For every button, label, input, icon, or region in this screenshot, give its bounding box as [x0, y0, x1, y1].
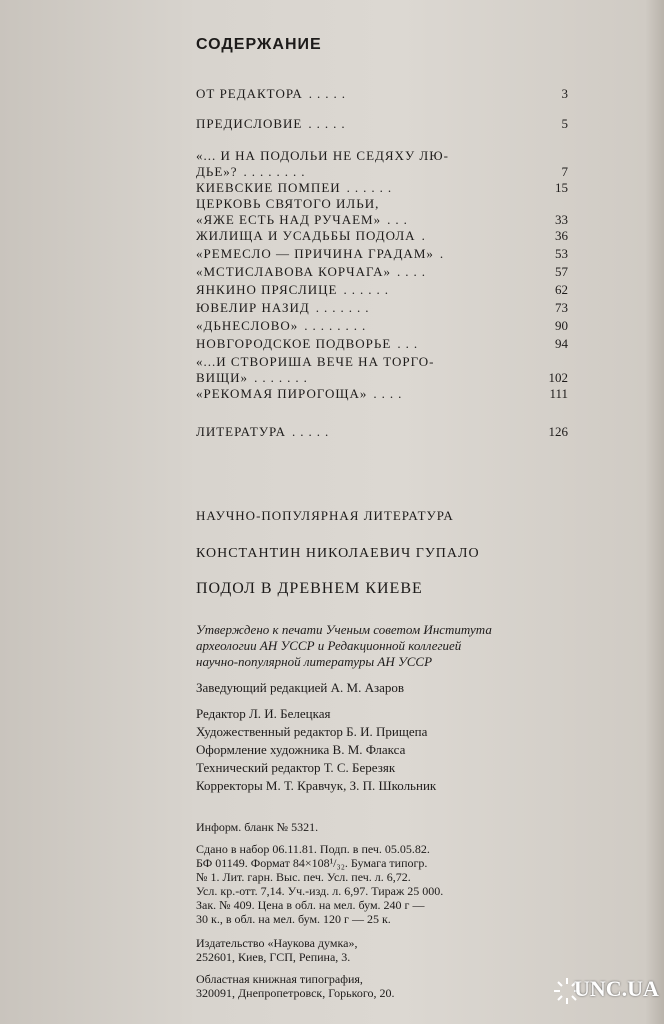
toc-entry-label: ОТ РЕДАКТОРА [196, 86, 303, 101]
page-edge [646, 0, 664, 1024]
toc-entry-page: 126 [548, 424, 568, 439]
toc-entry [196, 212, 568, 228]
toc-entry-label: «РЕМЕСЛО — ПРИЧИНА ГРАДАМ» [196, 246, 434, 261]
toc-entry-page: 62 [555, 282, 568, 297]
specs-line-6: 30 к., в обл. на мел. бум. 120 г — 25 к. [196, 912, 391, 926]
toc-entry [196, 318, 568, 334]
toc-entry-label: ПРЕДИСЛОВИЕ [196, 116, 303, 131]
toc-entry-label: КИЕВСКИЕ ПОМПЕИ [196, 180, 341, 195]
toc-entry-dots: ....... [315, 300, 374, 315]
staff-line-4: Технический редактор Т. С. Березяк [196, 760, 396, 775]
toc-entry-dots: ...... [343, 282, 393, 297]
toc-entry-dots: ........ [304, 318, 371, 333]
approved-line-1: Утверждено к печати Ученым советом Института [196, 622, 492, 637]
toc-entry-page: 33 [555, 212, 568, 227]
toc-entry-label: ДЬЕ»? [196, 164, 238, 179]
toc-title: СОДЕРЖАНИЕ [196, 36, 322, 53]
toc-entry-dots: ... [387, 212, 412, 227]
toc-entry-label: «РЕКОМАЯ ПИРОГОЩА» [196, 386, 368, 401]
toc-entry [196, 354, 568, 370]
toc-entry-page: 102 [548, 370, 568, 385]
toc-entry [196, 336, 568, 352]
specs-line-2: БФ 01149. Формат 84×108¹/₃₂. Бумага типогр. [196, 856, 428, 870]
toc-entry-page: 90 [555, 318, 568, 333]
author-line: КОНСТАНТИН НИКОЛАЕВИЧ ГУПАЛО [196, 546, 480, 561]
toc-entry [196, 164, 568, 180]
toc-entry-page: 57 [555, 264, 568, 279]
specs-line-4: Усл. кр.-отт. 7,14. Уч.-изд. л. 6,97. Тираж 25 000. [196, 884, 444, 898]
toc-entry [196, 116, 568, 132]
specs-line-3: № 1. Лит. гарн. Выс. печ. Усл. печ. л. 6,72. [196, 870, 411, 884]
toc-entry-dots: . [421, 228, 430, 243]
toc-entry-label: ЮВЕЛИР НАЗИД [196, 300, 310, 315]
toc-entry-dots: .... [396, 264, 430, 279]
staff-line-1: Редактор Л. И. Белецкая [196, 706, 331, 721]
toc-entry-dots: ..... [308, 116, 350, 131]
toc-entry [196, 148, 568, 164]
toc-entry-label: ВИЩИ» [196, 370, 249, 385]
toc-entry-page: 36 [555, 228, 568, 243]
printer-line-1: Областная книжная типография, [196, 972, 363, 986]
toc-entry-page: 7 [561, 164, 568, 179]
toc-entry [196, 86, 568, 102]
toc-entry [196, 180, 568, 196]
toc-entry-dots: ..... [308, 86, 351, 101]
specs-line-1: Сдано в набор 06.11.81. Подп. в печ. 05.05.82. [196, 842, 430, 856]
toc-entry [196, 196, 568, 212]
toc-entry-dots: ... [397, 336, 423, 351]
publisher-line-1: Издательство «Наукова думка», [196, 936, 358, 950]
staff-line-5: Корректоры М. Т. Кравчук, З. П. Школьник [196, 778, 437, 793]
toc-entry-dots: ..... [292, 424, 334, 439]
approved-line-2: археологии АН УССР и Редакционной коллегией [196, 638, 462, 653]
toc-entry [196, 300, 568, 316]
specs-line-5: Зак. № 409. Цена в обл. на мел. бум. 240 г — [196, 898, 425, 912]
toc-entry-label: «ЯЖЕ ЕСТЬ НАД РУЧАЕМ» [196, 212, 382, 227]
toc-entry-page: 73 [555, 300, 568, 315]
toc-entry [196, 386, 568, 402]
toc-entry-label: НОВГОРОДСКОЕ ПОДВОРЬЕ [196, 336, 392, 351]
toc-entry-label: «... И НА ПОДОЛЬИ НЕ СЕДЯХУ ЛЮ- [196, 148, 449, 163]
toc-entry-label: «...И СТВОРИША ВЕЧЕ НА ТОРГО- [196, 354, 435, 369]
staff-line-3: Оформление художника В. М. Флакса [196, 742, 406, 757]
approved-line-3: научно-популярной литературы АН УССР [196, 654, 433, 669]
toc-entry-dots: ....... [254, 370, 312, 385]
toc-entry-page: 94 [555, 336, 568, 351]
toc-entry-page: 15 [555, 180, 568, 195]
toc-entry [196, 282, 568, 298]
toc-entry-dots: .... [373, 386, 407, 401]
toc-entry-dots: . [439, 246, 449, 261]
toc-entry-label: ЯНКИНО ПРЯСЛИЦЕ [196, 282, 338, 297]
book-title: ПОДОЛ В ДРЕВНЕМ КИЕВЕ [196, 580, 423, 597]
toc-entry-label: «МСТИСЛАВОВА КОРЧАГА» [196, 264, 391, 279]
toc-entry [196, 264, 568, 280]
toc-entry-label: ЖИЛИЩА И УСАДЬБЫ ПОДОЛА [196, 228, 416, 243]
toc-entry-page: 111 [549, 386, 568, 401]
toc-entry-label: ЦЕРКОВЬ СВЯТОГО ИЛЬИ, [196, 196, 380, 211]
toc-entry [196, 370, 568, 386]
toc-entry-label: «ДЬНЕСЛОВО» [196, 318, 299, 333]
head-editor-line: Заведующий редакцией А. М. Азаров [196, 680, 405, 695]
toc-entry [196, 424, 568, 440]
toc-entry [196, 228, 568, 244]
inform-line: Информ. бланк № 5321. [196, 820, 319, 834]
toc-entry-page: 53 [555, 246, 568, 261]
printer-line-2: 320091, Днепропетровск, Горького, 20. [196, 986, 395, 1000]
toc-entry-page: 5 [561, 116, 568, 131]
watermark-logo [552, 968, 660, 1012]
toc-entry-label: ЛИТЕРАТУРА [196, 424, 286, 439]
toc-entry [196, 246, 568, 262]
toc-entry-dots: ...... [346, 180, 397, 195]
toc-entry-page: 3 [561, 86, 568, 101]
toc-entry-dots: ........ [243, 164, 310, 179]
staff-line-2: Художественный редактор Б. И. Прищепа [196, 724, 428, 739]
publisher-line-2: 252601, Киев, ГСП, Репина, 3. [196, 950, 351, 964]
watermark-text: UNC.UA [574, 976, 659, 1001]
series-line: НАУЧНО-ПОПУЛЯРНАЯ ЛИТЕРАТУРА [196, 508, 454, 523]
